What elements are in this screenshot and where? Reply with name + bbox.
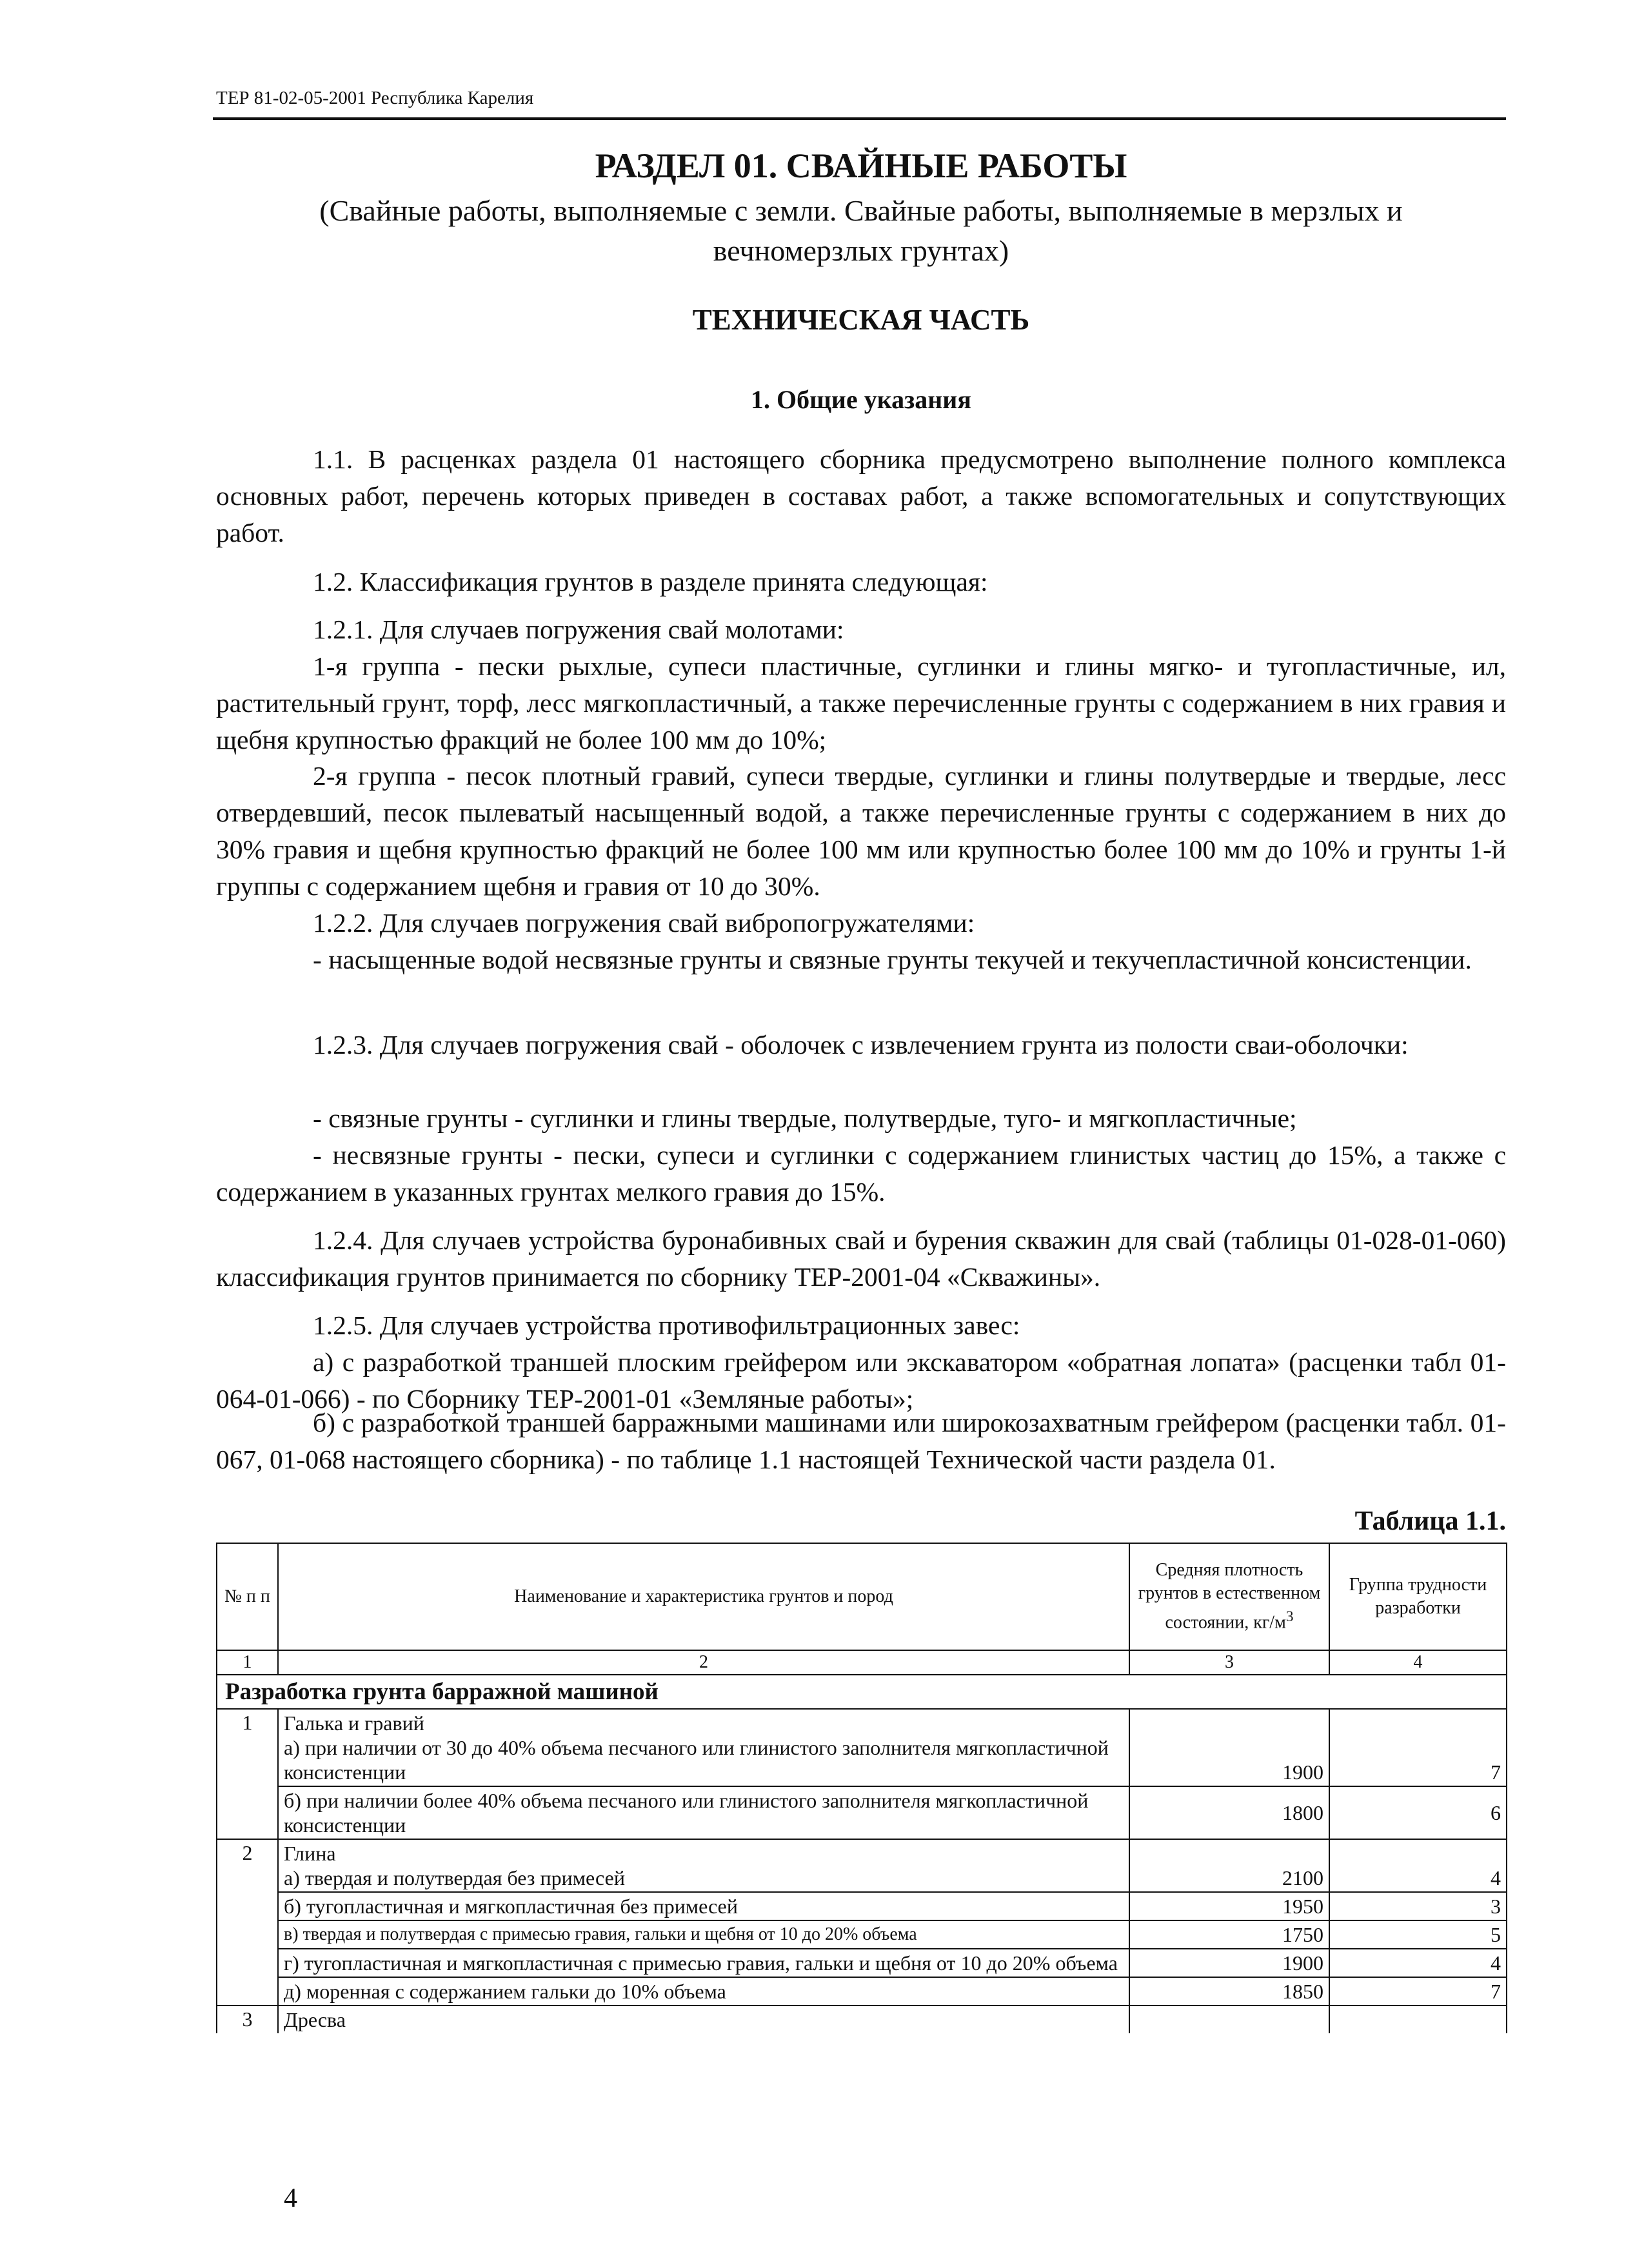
table-row xyxy=(217,1786,1507,1839)
density-value: 1900 xyxy=(1129,1949,1329,1977)
paragraph-1-2-1: 1.2.1. Для случаев погружения свай молотами: xyxy=(313,615,844,644)
column-number-row xyxy=(217,1650,1507,1675)
group-value xyxy=(1329,2006,1507,2033)
paragraph-item-a: а) с разработкой траншей плоским грейфером или экскаватором «обратная лопата» (расценки табл 01-064-01-066) - по Сборнику ТЕР-2001-01 «Земляные работы»; xyxy=(216,1347,1506,1414)
paragraph-group-1: 1-я группа - пески рыхлые, супеси пластичные, суглинки и глины мягко- и тугопластичные, ил, растительный грунт, торф, лесс мягкопластичный, а также перечисленные грунты с содержанием в них гравия и щебня крупностью фракций не более 100 мм до 10%; xyxy=(216,651,1506,754)
item-name: б) тугопластичная и мягкопластичная без примесей xyxy=(278,1892,1129,1920)
row-num: 3 xyxy=(217,2006,278,2033)
paragraph-1-2: 1.2. Классификация грунтов в разделе принята следующая: xyxy=(313,567,988,597)
item-name: д) моренная с содержанием гальки до 10% объема xyxy=(278,1977,1129,2006)
paragraph-1-2-5: 1.2.5. Для случаев устройства противофильтрационных завес: xyxy=(313,1310,1020,1340)
page-number: 4 xyxy=(284,2184,297,2213)
table-row xyxy=(217,1920,1507,1949)
group-title: Дресва xyxy=(278,2006,1129,2033)
group-title: Галька и гравий xyxy=(284,1711,424,1735)
group-value: 6 xyxy=(1329,1786,1507,1839)
item-name: а) при наличии от 30 до 40% объема песчаного или глинистого заполнителя мягкопластичной консистенции xyxy=(284,1736,1109,1784)
part-title: ТЕХНИЧЕСКАЯ ЧАСТЬ xyxy=(692,304,1030,336)
table-header-row xyxy=(217,1543,1507,1650)
section-title: РАЗДЕЛ 01. СВАЙНЫЕ РАБОТЫ xyxy=(595,146,1127,185)
group-value: 5 xyxy=(1329,1920,1507,1949)
table-row xyxy=(217,1977,1507,2006)
paragraph-1-1: 1.1. В расценках раздела 01 настоящего сборника предусмотрено выполнение полного комплекса основных работ, перечень которых приведен в составах работ, а также вспомогательных и сопутствующих работ. xyxy=(216,444,1506,547)
section-row xyxy=(217,1675,1507,1709)
group-value: 3 xyxy=(1329,1892,1507,1920)
table-row xyxy=(217,1949,1507,1977)
paragraph-1-2-4: 1.2.4. Для случаев устройства буронабивных свай и бурения скважин для свай (таблицы 01-028-01-060) классификация грунтов принимается по сборнику ТЕР-2001-04 «Скважины». xyxy=(216,1225,1506,1292)
paragraph-item-b: б) с разработкой траншей барражными машинами или широкозахватным грейфером (расценки табл. 01-067, 01-068 настоящего сборника) - по таблице 1.1 настоящей Технической части раздела 01. xyxy=(216,1408,1506,1474)
col-number: 2 xyxy=(278,1650,1129,1675)
row-name xyxy=(278,1839,1129,1892)
density-value: 1950 xyxy=(1129,1892,1329,1920)
running-header: ТЕР 81-02-05-2001 Республика Карелия xyxy=(216,88,534,108)
density-value: 1800 xyxy=(1129,1786,1329,1839)
section-subtitle: (Свайные работы, выполняемые с земли. Свайные работы, выполняемые в мерзлых и вечномерзлых грунтах) xyxy=(319,194,1403,267)
item-name: а) твердая и полутвердая без примесей xyxy=(284,1866,625,1889)
col-number: 4 xyxy=(1329,1650,1507,1675)
row-name xyxy=(278,1709,1129,1786)
paragraph-noncohesive: - несвязные грунты - пески, супеси и суглинки с содержанием глинистых частиц до 15%, а также с содержанием в указанных грунтах мелкого гравия до 15%. xyxy=(216,1140,1506,1207)
header-num: № п п xyxy=(217,1543,278,1650)
table-row xyxy=(217,1709,1507,1786)
table-row xyxy=(217,2006,1507,2033)
paragraph-1-2-2: 1.2.2. Для случаев погружения свай вибропогружателями: xyxy=(313,908,975,938)
paragraph-cohesive: - связные грунты - суглинки и глины твердые, полутвердые, туго- и мягкопластичные; xyxy=(313,1103,1297,1133)
item-name: в) твердая и полутвердая с примесью гравия, гальки и щебня от 10 до 20% объема xyxy=(278,1920,1129,1949)
header-group: Группа трудности разработки xyxy=(1329,1543,1507,1650)
soil-table xyxy=(216,1543,1507,2033)
row-num: 2 xyxy=(217,1839,278,2006)
table-row xyxy=(217,1839,1507,1892)
table-caption: Таблица 1.1. xyxy=(1354,1506,1506,1536)
paragraph-1-2-3: 1.2.3. Для случаев погружения свай - оболочек с извлечением грунта из полости сваи-оболочки: xyxy=(313,1030,1409,1060)
density-value: 1850 xyxy=(1129,1977,1329,2006)
col-number: 3 xyxy=(1129,1650,1329,1675)
density-value: 1900 xyxy=(1129,1709,1329,1786)
header-name: Наименование и характеристика грунтов и пород xyxy=(278,1543,1129,1650)
header-rule xyxy=(213,117,1506,120)
group-title: Глина xyxy=(284,1842,336,1865)
subsection-title: 1. Общие указания xyxy=(751,385,971,414)
item-name: г) тугопластичная и мягкопластичная с примесью гравия, гальки и щебня от 10 до 20% объема xyxy=(278,1949,1129,1977)
group-value: 4 xyxy=(1329,1839,1507,1892)
col-number: 1 xyxy=(217,1650,278,1675)
table-row xyxy=(217,1892,1507,1920)
density-value: 2100 xyxy=(1129,1839,1329,1892)
header-density: Средняя плотность грунтов в естественном состоянии, $кг/м^3$ xyxy=(1129,1543,1329,1650)
item-name: б) при наличии более 40% объема песчаного или глинистого заполнителя мягкопластичной консистенции xyxy=(278,1786,1129,1839)
paragraph-saturated: - насыщенные водой несвязные грунты и связные грунты текучей и текучепластичной консистенции. xyxy=(313,945,1472,974)
group-value: 7 xyxy=(1329,1977,1507,2006)
density-value xyxy=(1129,2006,1329,2033)
paragraph-group-2: 2-я группа - песок плотный гравий, супеси твердые, суглинки и глины полутвердые и твердые, лесс отвердевший, песок пылеватый насыщенный водой, а также перечисленные грунты с содержанием в них до 30% гравия и щебня крупностью фракций не более 100 мм или крупностью более 100 мм до 10% и грунты 1-й группы с содержанием щебня и гравия от 10 до 30%. xyxy=(216,761,1506,901)
density-value: 1750 xyxy=(1129,1920,1329,1949)
section-row-label: Разработка грунта барражной машиной xyxy=(217,1675,1507,1709)
group-value: 4 xyxy=(1329,1949,1507,1977)
row-num: 1 xyxy=(217,1709,278,1839)
group-value: 7 xyxy=(1329,1709,1507,1786)
